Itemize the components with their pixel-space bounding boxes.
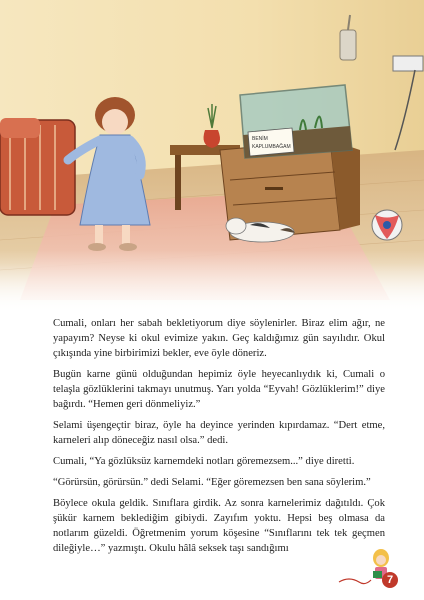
- aquarium-sign-line-1: BENİM: [252, 136, 268, 142]
- story-paragraph: “Görürsün, görürsün.” dedi Selami. “Eğer göremezsen ben sana söylerim.”: [53, 477, 371, 488]
- story-paragraph: Selami üşengeçtir biraz, öyle ha deyince yerinden kıpırdamaz. “Dert etme, karneleri alıp döneceğiz nasıl olsa.” dedi.: [53, 420, 385, 446]
- page-number: 7: [382, 572, 398, 588]
- wall-socket: [393, 56, 423, 71]
- ball: [372, 210, 402, 240]
- story-text: [53, 316, 385, 562]
- story-paragraph: Cumali, “Ya gözlüksüz karnemdeki notları göremezsem...” diye diretti.: [53, 456, 355, 467]
- story-paragraph: Bugün karne günü olduğundan hepimiz öyle heyecanlıydık ki, Cumali o telaşla gözlüklerini takmayı unutmuş. Yarı yolda “Eyvah! Gözlüklerim!” diye bağırdı. “Hemen geri dönmeliyiz.”: [53, 369, 385, 410]
- story-paragraph: Böylece okula geldik. Sınıflara girdik. Az sonra karnelerimiz dağıtıldı. Çok şükür karnem beklediğim gibiydi. Zayıfım yoktu. Hepsi beş olmasa da notlarım güzeldi. Öğretmenim yorum köşesine “Sınıflarını tek tek geçmen dileğiyle…” yazmıştı. Okulu hâlâ seksek taşı sandığımı: [53, 498, 385, 554]
- sofa: [0, 118, 75, 215]
- swirl-icon: [339, 579, 371, 584]
- aquarium-sign-line-2: KAPLUMBAĞAM: [252, 144, 291, 150]
- story-paragraph: Cumali, onları her sabah bekletiyorum diye söylenirler. Biraz elim ağır, ne yapayım? Neyse ki okul evimize yakın. Geç kaldığımız gün sayılıdır. Okul çıkışında yine birbirimizi bekler, eve öyle döneriz.: [53, 318, 385, 359]
- aquarium-sign: [248, 128, 294, 156]
